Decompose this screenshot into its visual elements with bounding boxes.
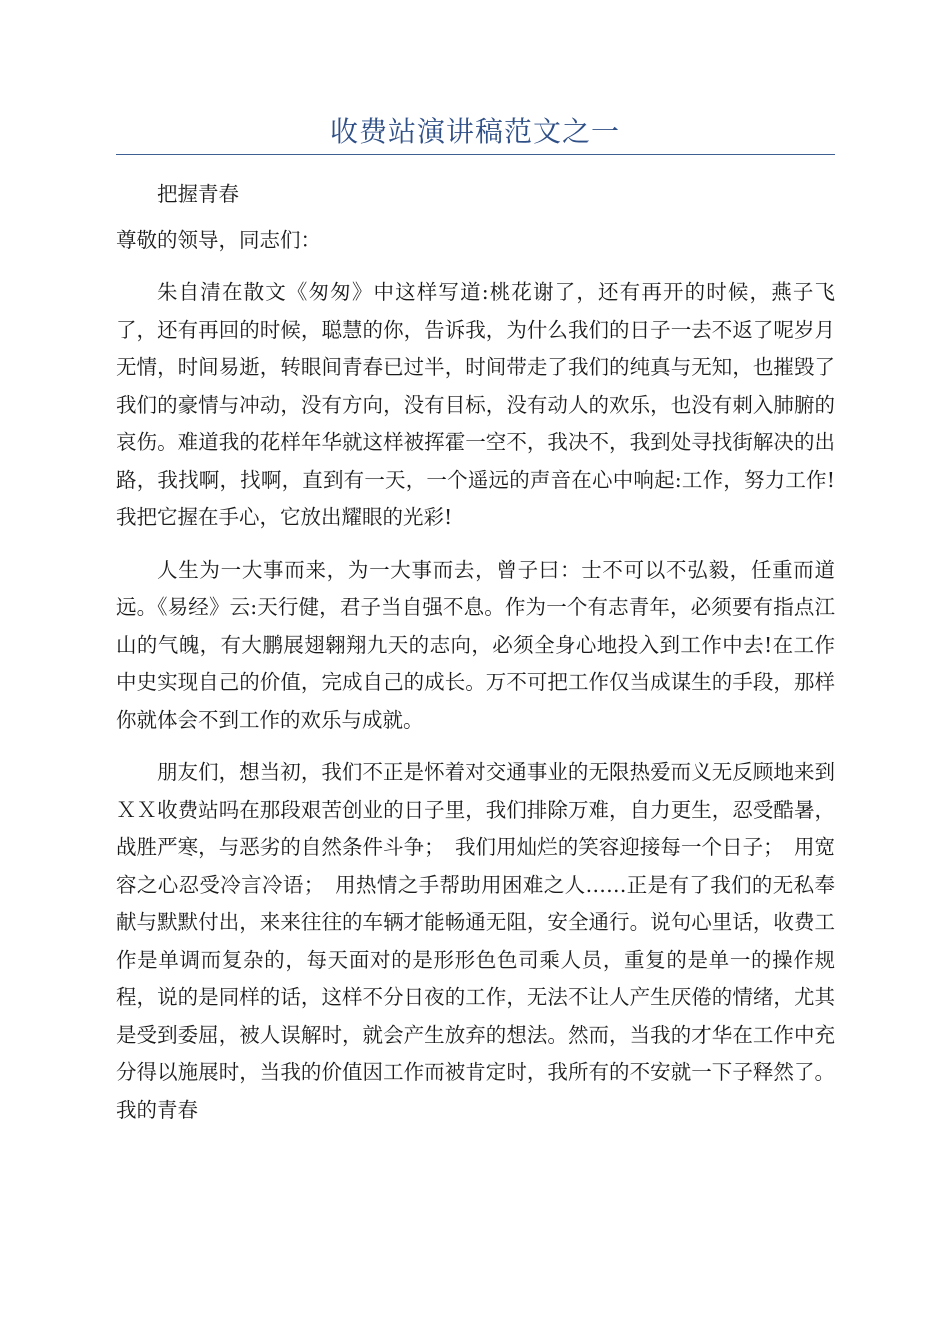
salutation: 尊敬的领导，同志们： <box>116 227 321 252</box>
title-underline <box>116 154 835 155</box>
paragraph-2: 人生为一大事而来，为一大事而去，曾子曰：士不可以不弘毅，任重而道远。《易经》云:天行健，君子当自强不息。作为一个有志青年，必须要有指点江山的气魄，有大鹏展翅翱翔九天的志向，必须全身心地投入到工作中去!在工作中史实现自己的价值，完成自己的成长。万不可把工作仅当成谋生的手段，那样你就体会不到工作的欢乐与成就。 <box>116 557 835 732</box>
document-body <box>116 176 835 1129</box>
paragraph-1: 朱自清在散文《匆匆》中这样写道:桃花谢了，还有再开的时候，燕子飞了，还有再回的时候，聪慧的你，告诉我，为什么我们的日子一去不返了呢岁月无情，时间易逝，转眼间青春已过半，时间带走了我们的纯真与无知，也摧毁了我们的豪情与冲动，没有方向，没有目标，没有动人的欢乐，也没有刺入肺腑的哀伤。难道我的花样年华就这样被挥霍一空不，我决不，我到处寻找街解决的出路，我找啊，找啊，直到有一天，一个遥远的声音在心中响起:工作，努力工作!我把它握在手心，它放出耀眼的光彩! <box>116 280 835 529</box>
document-title: 收费站演讲稿范文之一 <box>329 115 620 148</box>
speech-subtitle: 把握青春 <box>157 182 239 206</box>
paragraph-3: 朋友们，想当初，我们不正是怀着对交通事业的无限热爱而义无反顾地来到ＸＸ收费站吗在那段艰苦创业的日子里，我们排除万难，自力更生，忍受酷暑，战胜严寒，与恶劣的自然条件斗争； 我们用灿烂的笑容迎接每一个日子； 用宽容之心忍受冷言冷语； 用热情之手帮助用困难之人……正是有了我们的无私奉献与默默付出，来来往往的车辆才能畅通无阻，安全通行。说句心里话，收费工作是单调而复杂的，每天面对的是形形色色司乘人员，重复的是单一的操作规程，说的是同样的话，这样不分日夜的工作，无法不让人产生厌倦的情绪，尤其是受到委屈，被人误解时，就会产生放弃的想法。然而，当我的才华在工作中充分得以施展时，当我的价值因工作而被肯定时，我所有的不安就一下子释然了。我的青春 <box>116 760 835 1122</box>
